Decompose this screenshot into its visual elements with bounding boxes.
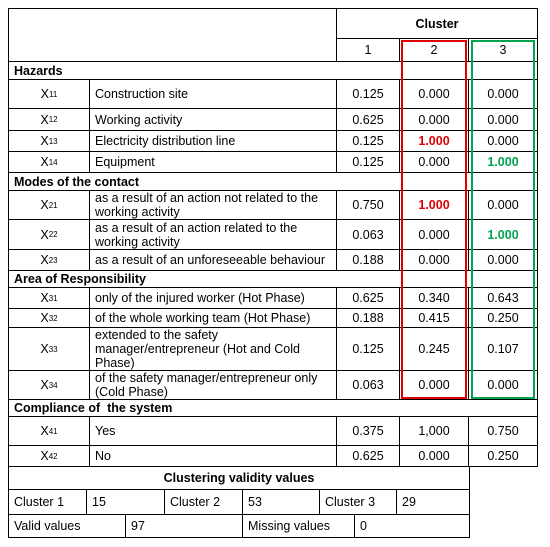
row-code-subscript: 31 xyxy=(48,293,58,303)
row-code xyxy=(8,219,90,250)
value-text: 0.415 xyxy=(418,311,450,325)
section-title-text: Modes of the contact xyxy=(14,174,140,189)
row-label xyxy=(89,416,337,446)
validity-cluster-1-value xyxy=(86,489,165,515)
value-text: 0.000 xyxy=(418,155,450,169)
row-label xyxy=(89,79,337,109)
row-code xyxy=(8,130,90,152)
value-text: 0.000 xyxy=(418,112,450,127)
column-header-2-label: 2 xyxy=(430,43,438,57)
row-code xyxy=(8,370,90,400)
row-code-letter: X xyxy=(40,342,49,356)
value-text: 0.250 xyxy=(487,449,519,463)
row-code-letter: X xyxy=(40,253,49,267)
cluster-1-value xyxy=(336,287,400,309)
value-text: 0.340 xyxy=(418,291,450,305)
cluster-2-value xyxy=(399,287,469,309)
row-label-text: as a result of an action related to the working activity xyxy=(95,220,298,249)
validity-cluster-2-value xyxy=(242,489,320,515)
row-code xyxy=(8,416,90,446)
validity-cluster-2-label xyxy=(164,489,243,515)
cluster-1-value xyxy=(336,151,400,173)
row-code-subscript: 22 xyxy=(48,230,58,239)
value-text: 1,000 xyxy=(418,424,450,438)
row-code-subscript: 34 xyxy=(48,380,58,390)
section-title-hazards xyxy=(8,61,538,80)
validity-cluster-1-label xyxy=(8,489,87,515)
cluster-2-value xyxy=(399,445,469,467)
validity-value-text: 97 xyxy=(131,519,145,533)
row-label xyxy=(89,108,337,131)
cluster-1-value xyxy=(336,249,400,271)
row-code-subscript: 41 xyxy=(48,426,58,436)
row-code-letter: X xyxy=(40,155,49,169)
row-code-letter: X xyxy=(40,311,49,325)
cluster-3-value xyxy=(468,445,538,467)
cluster-1-value xyxy=(336,445,400,467)
cluster-2-value xyxy=(399,416,469,446)
section-title-area-of-responsibility xyxy=(8,270,538,288)
value-text: 0.000 xyxy=(418,378,450,392)
cluster-3-value xyxy=(468,190,538,220)
row-code xyxy=(8,249,90,271)
row-code-subscript: 14 xyxy=(48,157,58,167)
validity-title xyxy=(8,466,470,490)
value-text: 0.750 xyxy=(487,424,519,438)
row-code xyxy=(8,287,90,309)
cluster-2-value-highlight-red xyxy=(399,190,469,220)
value-text: 0.000 xyxy=(487,198,519,212)
row-code-subscript: 21 xyxy=(48,200,58,210)
cluster-2-value xyxy=(399,249,469,271)
value-text: 0.643 xyxy=(487,291,519,305)
value-text: 1.000 xyxy=(487,227,519,242)
row-code-letter: X xyxy=(40,134,49,148)
row-code xyxy=(8,327,90,371)
cluster-3-value-highlight-green xyxy=(468,151,538,173)
cluster-header-label: Cluster xyxy=(415,16,459,31)
row-label xyxy=(89,445,337,467)
value-text: 0.188 xyxy=(352,253,384,267)
cluster-3-value xyxy=(468,327,538,371)
value-text: 0.125 xyxy=(352,134,384,148)
cluster-3-value xyxy=(468,130,538,152)
cluster-header xyxy=(336,8,538,39)
value-text: 0.107 xyxy=(487,342,519,356)
cluster-2-value xyxy=(399,151,469,173)
row-code-subscript: 23 xyxy=(48,255,58,265)
cluster-3-value xyxy=(468,287,538,309)
cluster-3-value xyxy=(468,249,538,271)
row-code xyxy=(8,445,90,467)
value-text: 0.625 xyxy=(352,449,384,463)
cluster-2-value xyxy=(399,370,469,400)
cluster-3-value xyxy=(468,370,538,400)
row-code-letter: X xyxy=(40,424,49,438)
validity-title-text: Clustering validity values xyxy=(163,471,315,485)
row-code xyxy=(8,308,90,328)
row-code-subscript: 42 xyxy=(48,451,58,461)
row-label xyxy=(89,151,337,173)
row-label-text: No xyxy=(95,449,111,463)
value-text: 0.000 xyxy=(487,253,519,267)
cluster-1-value xyxy=(336,190,400,220)
cluster-2-value xyxy=(399,108,469,131)
cluster-2-value xyxy=(399,327,469,371)
column-header-2 xyxy=(399,38,469,62)
row-code-subscript: 32 xyxy=(48,313,58,323)
row-label-text: as a result of an action not related to the working activity xyxy=(95,191,319,219)
cluster-3-value xyxy=(468,416,538,446)
row-code-letter: X xyxy=(40,449,49,463)
value-text: 0.125 xyxy=(352,87,384,101)
validity-label-text: Missing values xyxy=(248,519,330,533)
row-code-subscript: 11 xyxy=(49,89,58,99)
value-text: 0.000 xyxy=(487,87,519,101)
validity-missing-value xyxy=(354,514,470,538)
header-blank-cell xyxy=(8,8,337,62)
validity-label-text: Cluster 2 xyxy=(170,495,221,509)
cluster-2-value xyxy=(399,219,469,250)
row-label xyxy=(89,219,337,250)
cluster-1-value xyxy=(336,370,400,400)
value-text: 0.063 xyxy=(352,378,384,392)
cluster-1-value xyxy=(336,130,400,152)
value-text: 1.000 xyxy=(418,198,450,212)
validity-value-text: 53 xyxy=(248,495,262,509)
value-text: 1.000 xyxy=(487,155,519,169)
value-text: 0.375 xyxy=(352,424,384,438)
row-label-text: Equipment xyxy=(95,155,155,169)
column-header-1-label: 1 xyxy=(364,43,372,57)
row-label-text: Construction site xyxy=(95,87,189,101)
validity-label-text: Cluster 1 xyxy=(14,495,65,509)
row-code-letter: X xyxy=(40,227,49,242)
value-text: 0.250 xyxy=(487,311,519,325)
value-text: 0.000 xyxy=(487,112,519,127)
value-text: 1.000 xyxy=(418,134,450,148)
row-label xyxy=(89,308,337,328)
value-text: 0.125 xyxy=(352,342,384,356)
value-text: 0.063 xyxy=(352,227,384,242)
row-label-text: of the safety manager/entrepreneur only (Cold Phase) xyxy=(95,371,318,399)
row-label xyxy=(89,249,337,271)
column-header-1 xyxy=(336,38,400,62)
value-text: 0.000 xyxy=(418,87,450,101)
cluster-1-value xyxy=(336,308,400,328)
row-code-letter: X xyxy=(40,378,49,392)
validity-label-text: Cluster 3 xyxy=(325,495,376,509)
cluster-3-value xyxy=(468,79,538,109)
validity-valid-label xyxy=(8,514,126,538)
value-text: 0.000 xyxy=(418,253,450,267)
value-text: 0.188 xyxy=(352,311,384,325)
row-code xyxy=(8,190,90,220)
row-label-text: only of the injured worker (Hot Phase) xyxy=(95,291,305,305)
row-code-letter: X xyxy=(40,112,49,127)
validity-value-text: 15 xyxy=(92,495,106,509)
validity-value-text: 29 xyxy=(402,495,416,509)
row-label-text: Electricity distribution line xyxy=(95,134,236,148)
value-text: 0.000 xyxy=(418,227,450,242)
section-title-text: Area of Responsibility xyxy=(14,272,146,286)
row-code xyxy=(8,151,90,173)
value-text: 0.625 xyxy=(352,291,384,305)
value-text: 0.245 xyxy=(418,342,450,356)
column-header-3-label: 3 xyxy=(499,43,507,57)
section-title-text: Hazards xyxy=(14,63,63,78)
cluster-1-value xyxy=(336,219,400,250)
validity-label-text: Valid values xyxy=(14,519,81,533)
row-label xyxy=(89,130,337,152)
row-code xyxy=(8,108,90,131)
cluster-1-value xyxy=(336,108,400,131)
row-label xyxy=(89,287,337,309)
section-title-compliance xyxy=(8,399,538,417)
validity-valid-value xyxy=(125,514,243,538)
row-label xyxy=(89,327,337,371)
cluster-2-value xyxy=(399,308,469,328)
section-title-text: Compliance of the system xyxy=(14,401,173,415)
row-label xyxy=(89,190,337,220)
validity-missing-label xyxy=(242,514,355,538)
value-text: 0.000 xyxy=(487,378,519,392)
cluster-2-value-highlight-red xyxy=(399,130,469,152)
cluster-2-value xyxy=(399,79,469,109)
value-text: 0.000 xyxy=(487,134,519,148)
cluster-3-value xyxy=(468,108,538,131)
row-code-letter: X xyxy=(40,87,50,101)
cluster-1-value xyxy=(336,416,400,446)
section-title-modes-of-contact xyxy=(8,172,538,191)
row-label-text: Yes xyxy=(95,424,116,438)
row-code-subscript: 13 xyxy=(48,136,58,146)
value-text: 0.000 xyxy=(418,449,450,463)
row-code-subscript: 12 xyxy=(48,115,58,124)
validity-cluster-3-value xyxy=(396,489,470,515)
row-label-text: Working activity xyxy=(95,112,183,127)
row-label-text: extended to the safety manager/entrepreneur (Hot and Cold Phase) xyxy=(95,328,300,370)
value-text: 0.125 xyxy=(352,155,384,169)
row-code xyxy=(8,79,90,109)
row-code-letter: X xyxy=(40,198,49,212)
row-code-letter: X xyxy=(40,291,49,305)
validity-cluster-3-label xyxy=(319,489,397,515)
column-header-3 xyxy=(468,38,538,62)
row-label xyxy=(89,370,337,400)
cluster-3-value-highlight-green xyxy=(468,219,538,250)
cluster-3-value xyxy=(468,308,538,328)
value-text: 0.750 xyxy=(352,198,384,212)
value-text: 0.625 xyxy=(352,112,384,127)
row-code-subscript: 33 xyxy=(48,344,58,354)
row-label-text: as a result of an unforeseeable behaviour xyxy=(95,253,326,267)
cluster-1-value xyxy=(336,79,400,109)
cluster-1-value xyxy=(336,327,400,371)
validity-value-text: 0 xyxy=(360,519,367,533)
row-label-text: of the whole working team (Hot Phase) xyxy=(95,311,311,325)
